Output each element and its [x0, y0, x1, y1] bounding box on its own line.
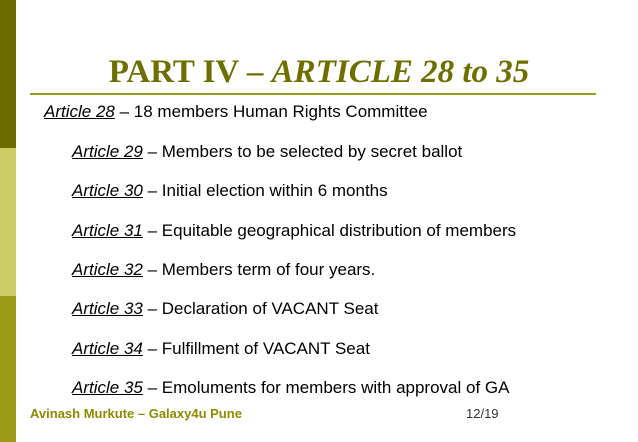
slide-title: [0, 52, 638, 92]
list-item: [72, 141, 462, 163]
slide-title-italic: ARTICLE 28 to 35: [271, 54, 530, 90]
article-link[interactable]: Article 31: [72, 221, 143, 240]
article-link[interactable]: Article 28: [44, 102, 115, 121]
article-description: – Initial election within 6 months: [142, 181, 388, 200]
article-description: – 18 members Human Rights Committee: [114, 102, 428, 121]
page-number: 12/19: [466, 406, 499, 421]
article-description: – Declaration of VACANT Seat: [142, 299, 379, 318]
footer-author: Avinash Murkute – Galaxy4u Pune: [30, 406, 242, 421]
article-description: – Fulfillment of VACANT Seat: [142, 339, 370, 358]
list-item: [72, 298, 378, 320]
article-description: – Equitable geographical distribution of members: [142, 221, 517, 240]
list-item: [72, 338, 370, 360]
title-divider: [30, 93, 596, 95]
article-description: – Members term of four years.: [142, 260, 376, 279]
article-link[interactable]: Article 29: [72, 142, 143, 161]
article-link[interactable]: Article 32: [72, 260, 143, 279]
list-item: [72, 259, 375, 281]
list-item: [44, 101, 428, 123]
list-item: [72, 220, 516, 242]
list-item: [72, 180, 388, 202]
article-description: – Emoluments for members with approval of GA: [142, 378, 510, 397]
list-item: [72, 377, 509, 399]
article-link[interactable]: Article 34: [72, 339, 143, 358]
slide-title-main: PART IV –: [108, 54, 272, 90]
article-link[interactable]: Article 30: [72, 181, 143, 200]
side-bar-middle: [0, 148, 16, 296]
article-link[interactable]: Article 33: [72, 299, 143, 318]
article-description: – Members to be selected by secret ballot: [142, 142, 463, 161]
side-bar-bottom: [0, 296, 16, 442]
article-link[interactable]: Article 35: [72, 378, 143, 397]
